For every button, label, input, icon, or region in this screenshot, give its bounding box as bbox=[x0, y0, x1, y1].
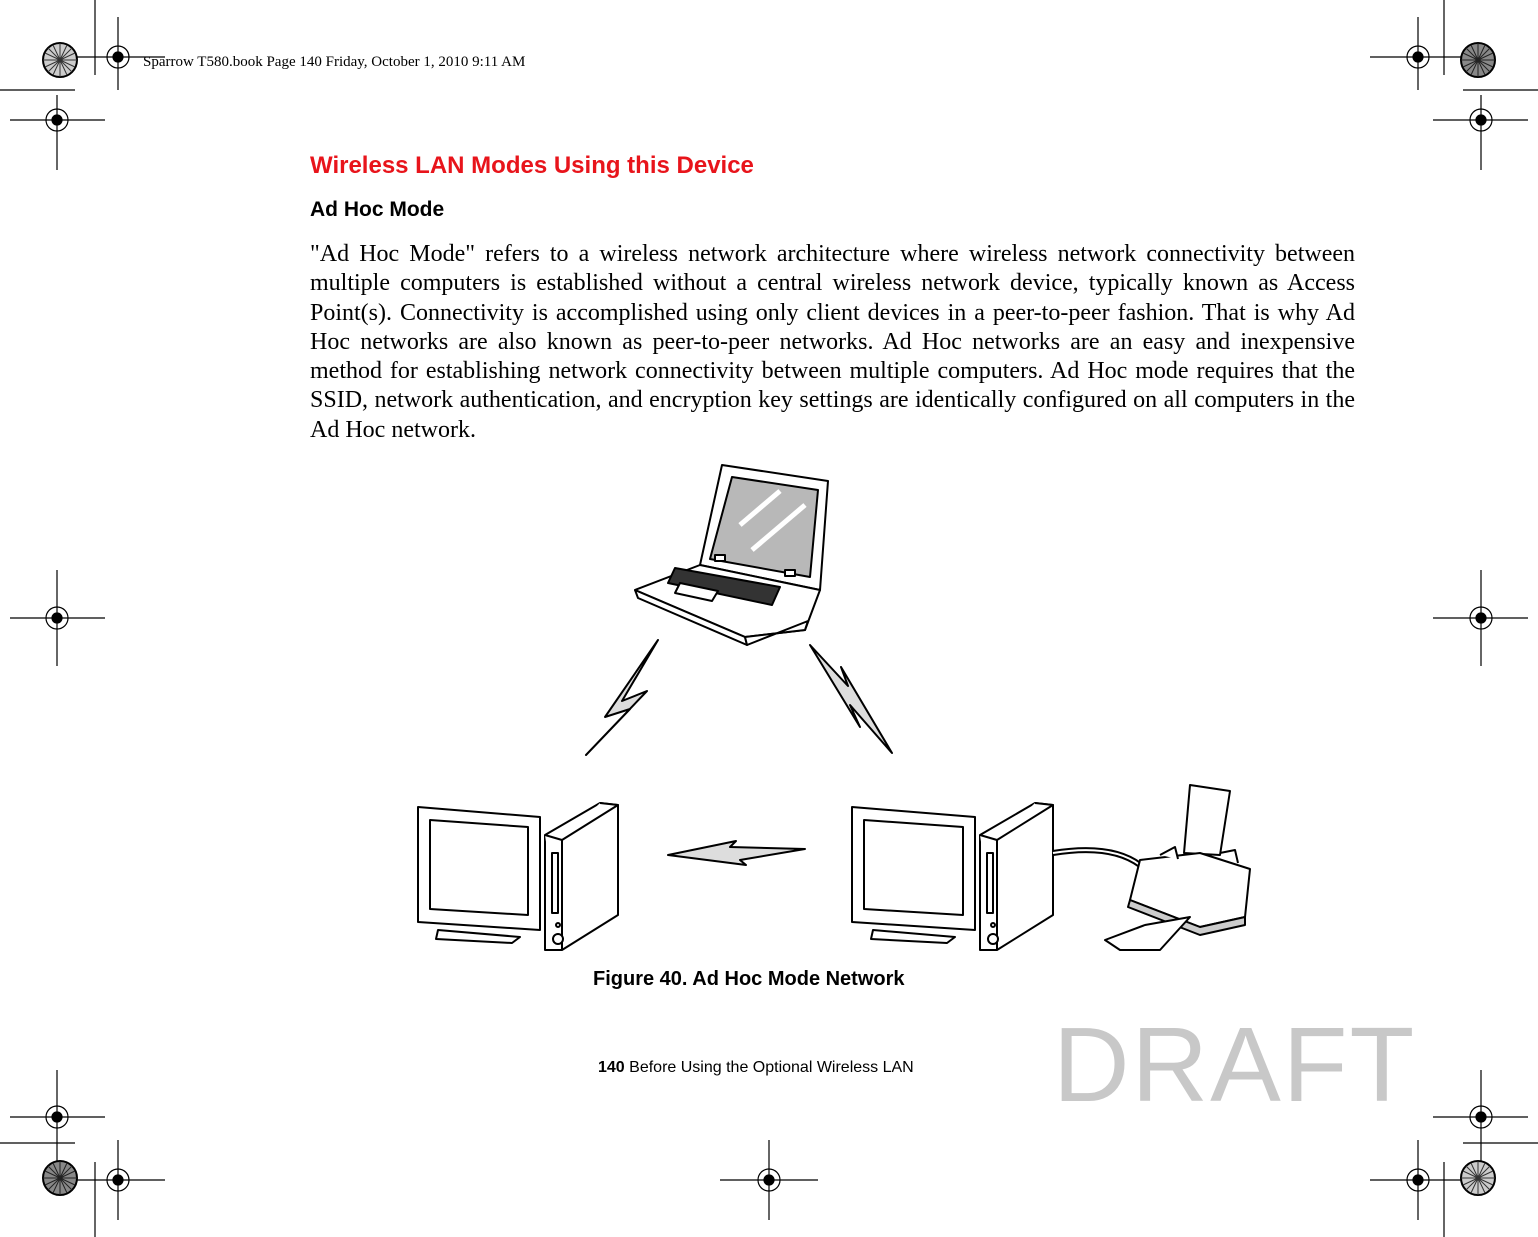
registration-mark-icon bbox=[10, 570, 105, 666]
printer-icon bbox=[1105, 785, 1250, 950]
registration-mark-icon bbox=[1370, 1140, 1465, 1220]
ad-hoc-network-figure bbox=[400, 455, 1270, 965]
wireless-signal-icon bbox=[668, 841, 805, 865]
registration-mark-icon bbox=[1433, 570, 1528, 666]
section-title: Wireless LAN Modes Using this Device bbox=[310, 152, 754, 179]
registration-mark-icon bbox=[1433, 95, 1528, 170]
desktop-computer-icon bbox=[418, 803, 618, 950]
figure-caption: Figure 40. Ad Hoc Mode Network bbox=[593, 968, 905, 990]
registration-mark-icon bbox=[720, 1140, 818, 1220]
registration-mark-icon bbox=[10, 1070, 105, 1165]
desktop-computer-icon bbox=[852, 803, 1053, 950]
book-header: Sparrow T580.book Page 140 Friday, October 1, 2010 9:11 AM bbox=[143, 54, 526, 70]
page-footer bbox=[598, 1059, 914, 1077]
registration-mark-icon bbox=[10, 95, 105, 170]
body-paragraph: "Ad Hoc Mode" refers to a wireless network architecture where wireless network connectivity between multiple computers is established without a central wireless network device, typically known as Access Point(s). Connectivity is accomplished using only client devices in a peer-to-peer fashion. That is why Ad Hoc networks are also known as peer-to-peer networks. Ad Hoc networks are an easy and inexpensive method for establishing network connectivity between multiple computers. Ad Hoc mode requires that the SSID, network authentication, and encryption key settings are identically configured on all computers in the Ad Hoc network. bbox=[310, 241, 1355, 443]
registration-mark-icon bbox=[70, 1140, 165, 1220]
starburst-mark-icon bbox=[43, 43, 77, 77]
starburst-mark-icon bbox=[1461, 1161, 1495, 1195]
draft-watermark: DRAFT bbox=[1053, 1006, 1417, 1124]
laptop-icon bbox=[635, 465, 828, 645]
starburst-mark-icon bbox=[1461, 43, 1495, 77]
starburst-mark-icon bbox=[43, 1161, 77, 1195]
footer-text: Before Using the Optional Wireless LAN bbox=[629, 1059, 914, 1076]
page-number: 140 bbox=[598, 1059, 625, 1076]
registration-mark-icon bbox=[1433, 1070, 1528, 1165]
wireless-signal-icon bbox=[586, 640, 658, 755]
subsection-title: Ad Hoc Mode bbox=[310, 198, 445, 221]
registration-mark-icon bbox=[1370, 17, 1465, 90]
wireless-signal-icon bbox=[810, 645, 892, 753]
